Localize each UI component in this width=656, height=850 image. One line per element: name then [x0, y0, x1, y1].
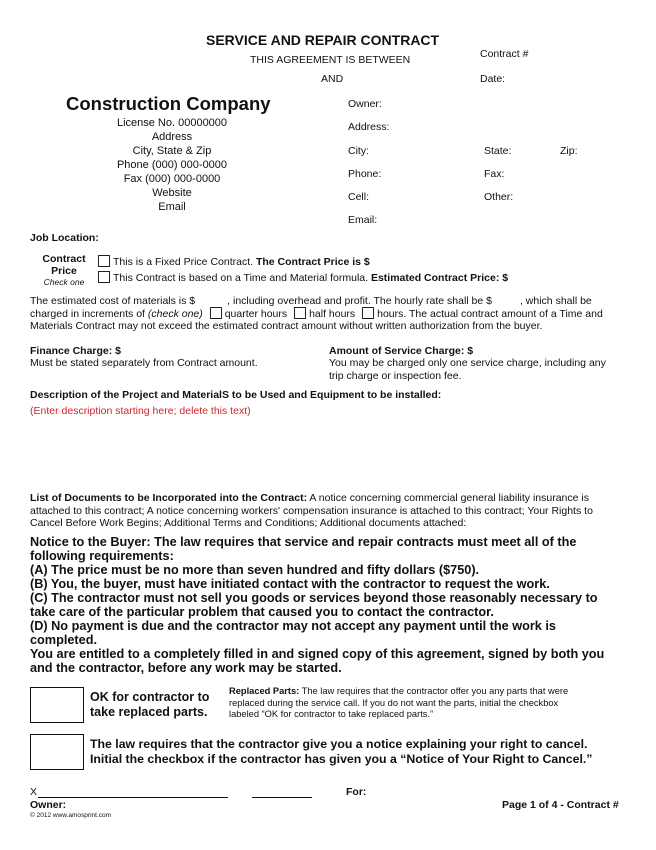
date-label: Date:	[480, 73, 506, 85]
owner-label: Owner:	[348, 98, 382, 110]
estimate-line2	[30, 307, 630, 321]
documents-line1: A notice concerning commercial general liability insurance is	[307, 492, 589, 504]
replaced-parts-heading: Replaced Parts:	[229, 686, 300, 696]
for-label: For:	[346, 786, 367, 798]
document-title: SERVICE AND REPAIR CONTRACT	[206, 32, 440, 48]
owner-date-line[interactable]	[252, 797, 312, 798]
notice-c1: (C) The contractor must not sell you goods or services beyond those reasonably necessary to	[30, 591, 598, 605]
owner-other-label: Other:	[484, 191, 514, 203]
replaced-parts-text1: The law requires that the contractor offer you any parts that were	[299, 686, 569, 696]
description-placeholder[interactable]: (Enter description starting here; delete this text)	[30, 405, 251, 417]
hours-checkbox[interactable]	[362, 307, 374, 319]
service-charge-note-2: trip charge or inspection fee.	[329, 370, 462, 382]
and-text: AND	[321, 73, 344, 85]
page-number: Page 1 of 4 - Contract #	[502, 799, 619, 811]
fixed-price-row	[98, 255, 370, 269]
notice-a: (A) The price must be no more than seven hundred and fifty dollars ($750).	[30, 563, 480, 577]
estimate-materials-text: The estimated cost of materials is $	[30, 295, 196, 307]
description-heading: Description of the Project and MaterialS to be Used and Equipment to be installed:	[30, 389, 442, 401]
fixed-price-text: This is a Fixed Price Contract.	[113, 256, 256, 268]
half-hours-checkbox[interactable]	[294, 307, 306, 319]
company-license: License No. 00000000	[116, 117, 228, 129]
replaced-parts-paragraph	[229, 686, 631, 721]
estimate-line1	[30, 295, 630, 308]
replaced-parts-text3: labeled “OK for contractor to take replaced parts.”	[229, 709, 434, 719]
right-to-cancel-paragraph	[90, 737, 592, 767]
service-charge-note-1: You may be charged only one service charge, including any	[329, 357, 606, 369]
owner-email-label: Email:	[348, 214, 378, 226]
right-to-cancel-initial-box[interactable]	[30, 734, 84, 770]
copyright-text: © 2012 www.amosprint.com	[30, 812, 112, 819]
quarter-hours-label: quarter hours	[224, 308, 288, 320]
notice-d1: (D) No payment is due and the contractor may not accept any payment until the work is	[30, 619, 556, 633]
time-material-row	[98, 271, 508, 285]
owner-city-label: City:	[348, 145, 369, 157]
notice-d2: completed.	[30, 633, 97, 647]
quarter-hours-checkbox[interactable]	[210, 307, 222, 319]
notice-e2: and the contractor, before any work may be started.	[30, 661, 342, 675]
time-material-text: This Contract is based on a Time and Material formula.	[113, 272, 371, 284]
replaced-parts-ok-label	[90, 690, 209, 720]
owner-fax-label: Fax:	[484, 168, 505, 180]
fixed-price-checkbox[interactable]	[98, 255, 110, 267]
owner-cell-label: Cell:	[348, 191, 370, 203]
contract-price-label-line1: Contract	[42, 253, 86, 265]
company-city: City, State & Zip	[132, 145, 212, 157]
documents-heading: List of Documents to be Incorporated into the Contract:	[30, 492, 308, 504]
company-website: Website	[152, 187, 192, 199]
documents-line2: attached to this contract; A notice concerning workers' compensation insurance is attached to this contract; Your Rights to	[30, 504, 593, 517]
owner-signature-label: Owner:	[30, 799, 67, 811]
documents-line3: Cancel Before Work Begins; Additional Terms and Conditions; Additional documents attached:	[30, 517, 467, 529]
owner-phone-label: Phone:	[348, 168, 382, 180]
estimate-check-one: (check one)	[147, 308, 203, 320]
half-hours-label: half hours	[309, 308, 356, 320]
company-fax: Fax (000) 000-0000	[123, 173, 221, 185]
notice-line2: following requirements:	[30, 549, 174, 563]
notice-line1: Notice to the Buyer: The law requires that service and repair contracts must meet all of the	[30, 535, 577, 549]
finance-charge-note: Must be stated separately from Contract amount.	[30, 357, 258, 369]
company-address: Address	[151, 131, 193, 143]
contract-price-label	[36, 253, 92, 277]
time-material-bold: Estimated Contract Price: $	[370, 272, 509, 284]
contract-price-label-line2: Price	[51, 265, 77, 277]
replaced-parts-text2: replaced during the service call. If you do not want the parts, initial the checkbox	[229, 697, 559, 708]
estimate-line3: Materials Contract may not exceed the estimated contract amount without written authorization from the buyer.	[30, 320, 543, 332]
documents-paragraph	[30, 492, 630, 530]
notice-b: (B) You, the buyer, must have initiated contact with the contractor to request the work.	[30, 577, 550, 591]
replaced-parts-ok-line1: OK for contractor to	[90, 690, 210, 704]
company-phone: Phone (000) 000-0000	[116, 159, 228, 171]
estimate-which-text: , which shall be	[519, 295, 592, 307]
replaced-parts-initial-box[interactable]	[30, 687, 84, 723]
check-one-note: Check one	[43, 277, 85, 287]
hours-label: hours. The actual contract amount of a Time and	[377, 308, 603, 320]
notice-to-buyer	[30, 535, 630, 675]
contract-number-label: Contract #	[480, 48, 529, 60]
notice-c2: take care of the particular problem that caused you to contact the contractor.	[30, 605, 494, 619]
job-location-label: Job Location:	[30, 232, 99, 244]
owner-state-label: State:	[484, 145, 512, 157]
owner-zip-label: Zip:	[560, 145, 578, 157]
notice-e1: You are entitled to a completely filled in and signed copy of this agreement, signed by both you	[30, 647, 605, 661]
replaced-parts-ok-line2: take replaced parts.	[90, 705, 208, 719]
right-to-cancel-line2: Initial the checkbox if the contractor has given you a “Notice of Your Right to Cancel.”	[90, 752, 593, 766]
finance-charge-label: Finance Charge: $	[30, 345, 122, 357]
estimate-overhead-text: , including overhead and profit. The hourly rate shall be $	[227, 295, 492, 307]
company-info	[82, 116, 262, 214]
agreement-between-text: THIS AGREEMENT IS BETWEEN	[250, 54, 411, 66]
signature-x: X	[30, 786, 38, 798]
right-to-cancel-line1: The law requires that the contractor give you a notice explaining your right to cancel.	[90, 737, 588, 751]
company-name: Construction Company	[66, 93, 271, 114]
time-material-checkbox[interactable]	[98, 271, 110, 283]
owner-signature-line[interactable]	[38, 797, 228, 798]
company-email: Email	[158, 201, 186, 213]
fixed-price-bold: The Contract Price is $	[255, 256, 370, 268]
service-charge-label: Amount of Service Charge: $	[329, 345, 474, 357]
owner-address-label: Address:	[348, 121, 390, 133]
estimate-increments-text: charged in increments of	[30, 308, 148, 320]
